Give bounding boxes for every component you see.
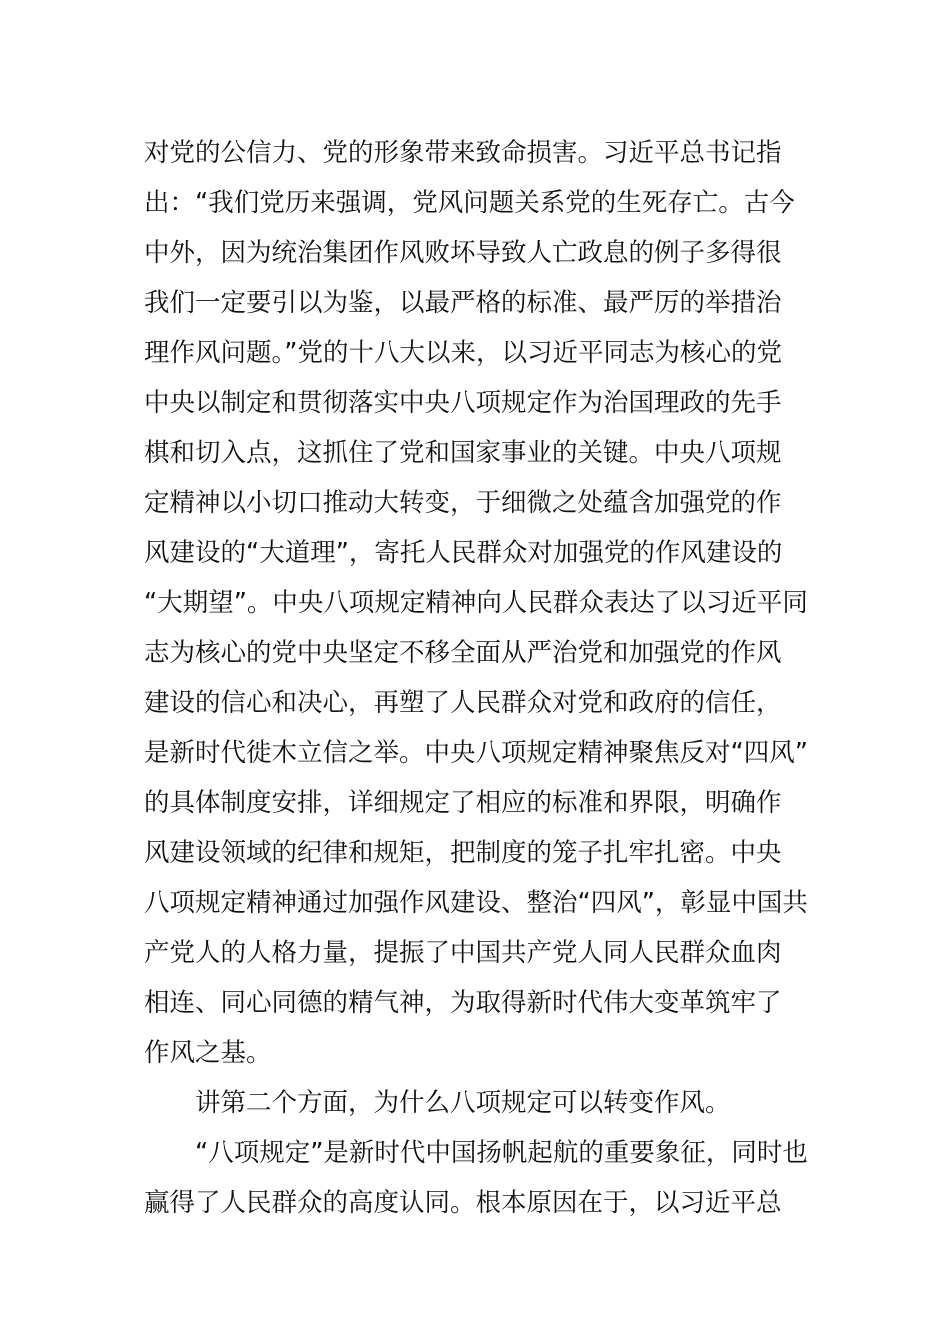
text-line: 是新时代徙木立信之举。中央八项规定精神聚焦反对“四风” [144,738,808,768]
text-line: 相连、同心同德的精气神，为取得新时代伟大变革筑牢了 [144,988,782,1018]
text-line: 理作风问题。”党的十八大以来，以习近平同志为核心的党 [144,338,782,368]
text-line: 我们一定要引以为鉴，以最严格的标准、最严厉的举措治 [144,288,782,318]
text-line: 赢得了人民群众的高度认同。根本原因在于，以习近平总 [144,1188,782,1218]
text-line: 志为核心的党中央坚定不移全面从严治党和加强党的作风 [144,638,782,668]
text-line: 的具体制度安排，详细规定了相应的标准和界限，明确作 [144,788,782,818]
text-line: “八项规定”是新时代中国扬帆起航的重要象征，同时也 [195,1138,808,1168]
text-line: 风建设的“大道理”，寄托人民群众对加强党的作风建设的 [144,538,783,568]
text-line: 出：“我们党历来强调，党风问题关系党的生死存亡。古今 [144,188,795,218]
text-line: 作风之基。 [144,1038,272,1068]
text-line: 产党人的人格力量，提振了中国共产党人同人民群众血肉 [144,938,782,968]
text-line: “大期望”。中央八项规定精神向人民群众表达了以习近平同 [144,588,808,618]
text-line: 八项规定精神通过加强作风建设、整治“四风”，彰显中国共 [144,888,808,918]
text-line: 中外，因为统治集团作风败坏导致人亡政息的例子多得很 [144,238,782,268]
text-line: 棋和切入点，这抓住了党和国家事业的关键。中央八项规 [144,438,782,468]
text-line: 中央以制定和贯彻落实中央八项规定作为治国理政的先手 [144,388,782,418]
body-text [144,128,824,1228]
text-line: 风建设领域的纪律和规矩，把制度的笼子扎牢扎密。中央 [144,838,782,868]
text-line: 定精神以小切口推动大转变，于细微之处蕴含加强党的作 [144,488,782,518]
text-line: 对党的公信力、党的形象带来致命损害。习近平总书记指 [144,138,782,168]
section-heading-line: 讲第二个方面，为什么八项规定可以转变作风。 [195,1088,731,1118]
text-line: 建设的信心和决心，再塑了人民群众对党和政府的信任， [144,688,782,718]
